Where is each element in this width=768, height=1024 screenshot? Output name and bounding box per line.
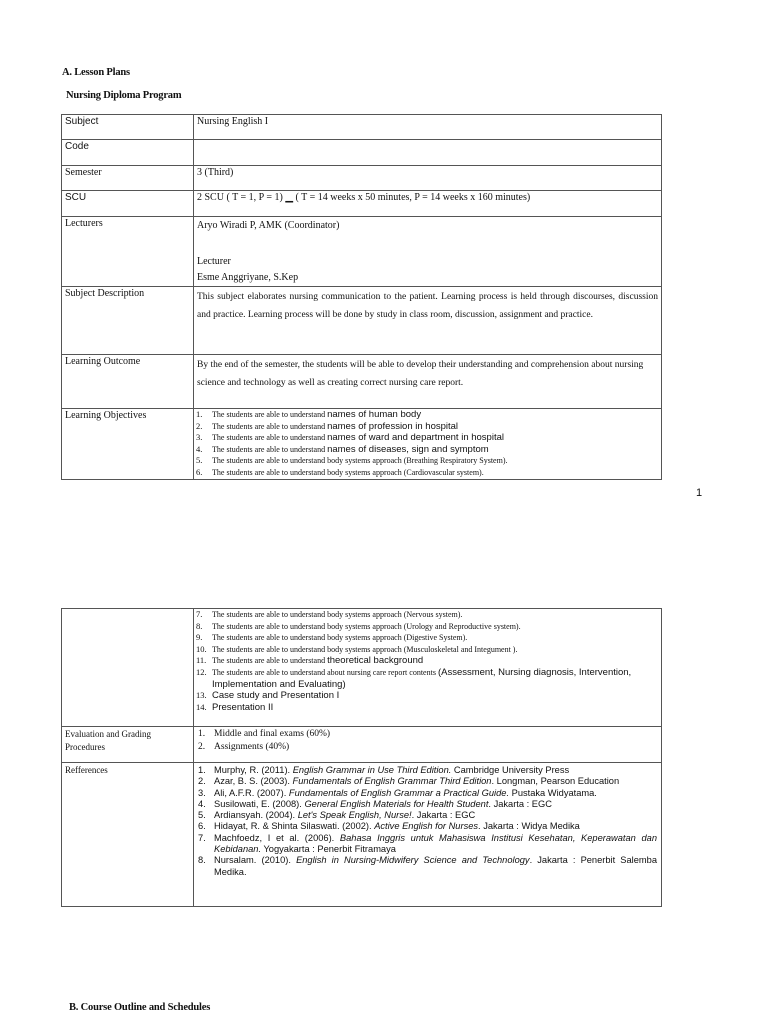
objectives-cont-label [62,609,194,727]
semester-row [62,166,662,191]
scu-row [62,191,662,217]
list-item: 2. Assignments (40%) [198,742,290,752]
list-item: 9. The students are able to understand body systems approach (Digestive System). [196,632,468,643]
list-item: 11. The students are able to understand theoretical background [196,655,424,667]
scu-value: 2 SCU ( T = 1, P = 1) ▁ ( T = 14 weeks x 50 minutes, P = 14 weeks x 160 minutes) [194,191,662,217]
references-row [62,763,662,907]
list-item: 12. The students are able to understand about nursing care report contents (Assessment, Nursing diagnosis, Intervention, Implementation and Evaluating) [196,666,632,690]
program-heading: Nursing Diploma Program [66,90,182,101]
list-item: 7. The students are able to understand body systems approach (Nervous system). [196,609,463,619]
list-item: 4. Susilowati, E. (2008). General English Materials for Health Student. Jakarta : EGC [198,798,552,809]
lecturer-name: Esme Anggriyane, S.Kep [197,272,299,283]
semester-label: Semester [62,166,194,191]
list-item: 1. The students are able to understand names of human body [196,409,422,420]
lesson-plan-table [61,114,662,480]
section-b-heading: B. Course Outline and Schedules [69,1002,211,1013]
code-row [62,140,662,166]
scu-label: SCU [62,191,194,217]
list-item: 8. Nursalam. (2010). English in Nursing-Midwifery Science and Technology. Jakarta : Penerbit Salemba Medika. [198,855,657,877]
description-value: This subject elaborates nursing communication to the patient. Learning process is held through discourses, discussion and practice. Learning process will be done by study in class room, discussion, assignment and practice. [194,287,662,355]
lecturer-coordinator: Aryo Wiradi P, AMK (Coordinator) [197,220,340,231]
list-item: 5. The students are able to understand body systems approach (Breathing Respiratory System). [196,455,508,465]
lecturers-value [194,217,662,287]
objectives-cont-row [62,609,662,727]
outcome-value: By the end of the semester, the students will be able to develop their understanding and comprehension about nursing science and technology as well as creating correct nursing care report. [194,355,662,409]
subject-value: Nursing English I [194,115,662,140]
code-label: Code [62,140,194,166]
list-item: 6. Hidayat, R. & Shinta Silaswati. (2002). Active English for Nurses. Jakarta : Widya Medika [198,821,580,832]
evaluation-label: Evaluation and Grading Procedures [62,727,194,763]
references-label: Refferences [62,763,194,907]
section-a-heading: A. Lesson Plans [62,67,130,78]
list-item: 6. The students are able to understand body systems approach (Cardiovascular system). [196,466,484,477]
objectives-cont-list [196,609,659,713]
page-number: 1 [696,487,703,499]
list-item: 7. Machfoedz, I et al. (2006). Bahasa Inggris untuk Mahasiswa Institusi Kesehatan, Keperawatan dan Kebidanan. Yogyakarta : Penerbit Fitramaya [198,832,657,855]
subject-label: Subject [62,115,194,140]
objectives-list [196,409,659,478]
evaluation-row [62,727,662,763]
list-item: 2. The students are able to understand names of profession in hospital [196,420,459,432]
objectives-label: Learning Objectives [62,409,194,480]
evaluation-list [198,728,657,754]
references-list [198,765,657,878]
outcome-row [62,355,662,409]
list-item: 13. Case study and Presentation I [196,690,340,702]
lesson-plan-table-continued [61,608,662,907]
list-item: 5. Ardiansyah. (2004). Let's Speak English, Nurse!. Jakarta : EGC [198,810,476,821]
list-item: 1. Murphy, R. (2011). English Grammar in Use Third Edition. Cambridge University Press [198,765,570,775]
list-item: 2. Azar, B. S. (2003). Fundamentals of English Grammar Third Edition. Longman, Pearson Education [198,776,620,787]
lecturer-role: Lecturer [197,256,231,267]
list-item: 3. Ali, A.F.R. (2007). Fundamentals of English Grammar a Practical Guide. Pustaka Widyatama. [198,787,597,798]
list-item: 14. Presentation II [196,701,274,713]
outcome-label: Learning Outcome [62,355,194,409]
lecturers-label: Lecturers [62,217,194,287]
lecturers-row [62,217,662,287]
code-value [194,140,662,166]
semester-value: 3 (Third) [194,166,662,191]
list-item: 8. The students are able to understand body systems approach (Urology and Reproductive system). [196,620,521,631]
list-item: 1. Middle and final exams (60%) [198,729,331,739]
list-item: 3. The students are able to understand names of ward and department in hospital [196,432,504,443]
list-item: 4. The students are able to understand names of diseases, sign and symptom [196,443,489,455]
description-row [62,287,662,355]
subject-row [62,115,662,140]
objectives-row [62,409,662,480]
description-label: Subject Description [62,287,194,355]
list-item: 10. The students are able to understand body systems approach (Musculoskeletal and Integument ). [196,643,518,654]
